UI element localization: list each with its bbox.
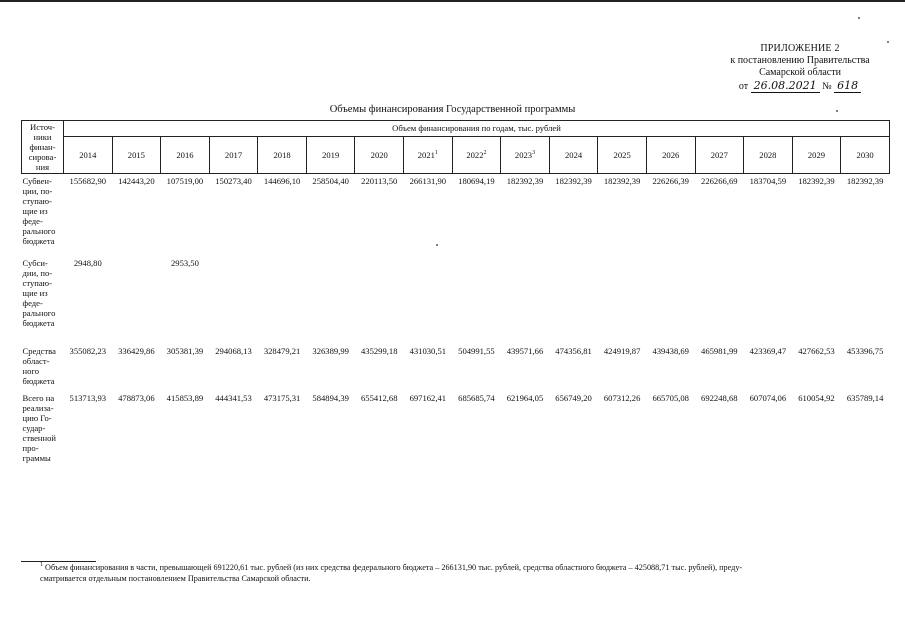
- appendix-title: ПРИЛОЖЕНИЕ 2: [760, 43, 840, 54]
- table-cell: [598, 256, 647, 344]
- table-row: [22, 174, 890, 256]
- table-cell: 220113,50: [361, 176, 398, 186]
- table-cell: 607074,06: [749, 392, 787, 403]
- table-cell: [744, 256, 793, 344]
- table-cell: 415853,89: [166, 392, 204, 403]
- table-cell: 328479,21: [263, 345, 301, 356]
- footnote-marker: 1: [40, 562, 43, 568]
- scan-speck: [836, 110, 838, 112]
- handwritten-number: 618: [834, 79, 861, 93]
- scan-speck: [858, 17, 860, 19]
- table-cell: 504991,55: [458, 345, 495, 356]
- row-source-label: Субвен- ции, по- ступаю- щие из феде- рального бюджета: [22, 176, 56, 246]
- row-source-label: Всего на реализа- цию Го- судар- ственной про- граммы: [22, 392, 56, 463]
- table-cell: 182392,39: [506, 176, 544, 186]
- table-cell: 182392,39: [846, 176, 884, 186]
- table-cell: 142443,20: [118, 176, 155, 186]
- table-cell: 478873,06: [118, 392, 155, 403]
- appendix-line-1: к постановлению Правительства: [730, 55, 870, 66]
- table-cell: [501, 256, 550, 344]
- header-funding-by-year: Объем финансирования по годам, тыс. рублей: [64, 121, 890, 137]
- table-cell: 226266,39: [652, 176, 689, 186]
- header-year-2026: 2026: [646, 136, 695, 173]
- header-year-2025: 2025: [598, 136, 647, 173]
- table-cell: [646, 256, 695, 344]
- header-year-2027: 2027: [695, 136, 744, 173]
- table-cell: 226266,69: [701, 176, 738, 186]
- table-cell: 336429,86: [118, 345, 155, 356]
- table-cell: 685685,74: [458, 392, 495, 403]
- table-cell: 305381,39: [166, 345, 204, 356]
- table-cell: 144696,10: [263, 176, 301, 186]
- table-cell: [355, 256, 404, 344]
- header-year-2028: 2028: [744, 136, 793, 173]
- table-cell: 2953,50: [170, 257, 199, 268]
- table-cell: 182392,39: [555, 176, 592, 186]
- table-cell: 155682,90: [69, 176, 107, 186]
- financing-table: [21, 120, 890, 471]
- header-source: Источ- ники финан- сирова- ния: [22, 121, 64, 174]
- header-year-2017: 2017: [209, 136, 258, 173]
- scan-top-border: [0, 0, 905, 2]
- footnote-text: Объем финансирования в части, превышающей 691220,61 тыс. рублей (из них средства федерального бюджета – 266131,90 тыс. рублей, средства областного бюджета – 425088,71 тыс. рублей), преду- сматривается отдельным постановлением Правительства Самарской области.: [40, 563, 743, 583]
- table-cell: 607312,26: [603, 392, 641, 403]
- table-cell: 513713,93: [69, 392, 107, 403]
- table-cell: 435299,18: [360, 345, 398, 356]
- table-cell: 182392,39: [798, 176, 835, 186]
- header-year-2022: 2022$^2$: [452, 136, 501, 173]
- table-cell: 439571,66: [506, 345, 544, 356]
- table-cell: [209, 256, 258, 344]
- header-year-2014: 2014: [64, 136, 113, 173]
- table-row: [22, 256, 890, 344]
- table-cell: 635789,14: [846, 392, 884, 403]
- table-cell: 665705,08: [652, 392, 689, 403]
- table-cell: [841, 256, 890, 344]
- table-cell: 326389,99: [312, 345, 349, 356]
- table-cell: 610054,92: [798, 392, 835, 403]
- table-cell: 258504,40: [312, 176, 349, 186]
- handwritten-date: 26.08.2021: [751, 79, 820, 93]
- table-cell: [112, 256, 161, 344]
- header-year-2023: 2023$^3$: [501, 136, 550, 173]
- year-footnote-marker: 2: [483, 149, 487, 156]
- row-source-label: Субси- дии, по- ступаю- щие из феде- рального бюджета: [22, 257, 56, 328]
- header-year-2029: 2029: [792, 136, 841, 173]
- table-cell: 697162,41: [409, 392, 447, 403]
- table-cell: [549, 256, 598, 344]
- table-cell: 656749,20: [555, 392, 592, 403]
- table-cell: 584894,39: [312, 392, 349, 403]
- table-cell: 453396,75: [846, 345, 884, 356]
- appendix-date-line: [700, 80, 900, 93]
- table-cell: 621964,05: [506, 392, 544, 403]
- date-prefix: от: [738, 81, 749, 92]
- table-cell: [452, 256, 501, 344]
- header-year-2019: 2019: [306, 136, 355, 173]
- table-row: [22, 344, 890, 391]
- table-cell: 180694,19: [458, 176, 495, 186]
- table-cell: [258, 256, 307, 344]
- table-cell: 150273,40: [215, 176, 252, 186]
- table-cell: 439438,69: [652, 345, 689, 356]
- header-year-2020: 2020: [355, 136, 404, 173]
- table-cell: [404, 256, 453, 344]
- appendix-header: [700, 43, 900, 93]
- table-cell: 465981,99: [701, 345, 738, 356]
- table-cell: [792, 256, 841, 344]
- header-year-2021: 2021$^1$: [404, 136, 453, 173]
- table-cell: 474356,81: [555, 345, 592, 356]
- table-cell: [695, 256, 744, 344]
- table-cell: 655412,68: [360, 392, 398, 403]
- table-cell: 431030,51: [409, 345, 447, 356]
- appendix-line-2: Самарской области: [759, 67, 841, 78]
- header-year-2024: 2024: [549, 136, 598, 173]
- header-year-2016: 2016: [161, 136, 210, 173]
- footnote: [40, 562, 885, 584]
- table-row: [22, 391, 890, 471]
- table-cell: 424919,87: [603, 345, 641, 356]
- table-cell: 107519,00: [166, 176, 204, 186]
- row-source-label: Средства област- ного бюджета: [22, 345, 56, 386]
- table-cell: 473175,31: [263, 392, 301, 403]
- table-cell: 692248,68: [701, 392, 738, 403]
- table-cell: 294068,13: [215, 345, 252, 356]
- table-cell: 427662,53: [798, 345, 835, 356]
- scan-speck: [436, 244, 438, 246]
- year-footnote-marker: 1: [434, 149, 438, 156]
- table-cell: 423369,47: [749, 345, 787, 356]
- table-cell: 183704,59: [749, 176, 787, 186]
- document-title: Объемы финансирования Государственной программы: [329, 104, 576, 115]
- header-year-2018: 2018: [258, 136, 307, 173]
- table-cell: 355082,23: [69, 345, 107, 356]
- header-year-2015: 2015: [112, 136, 161, 173]
- table-cell: 444341,53: [215, 392, 252, 403]
- table-cell: 2948,80: [73, 257, 102, 268]
- year-footnote-marker: 3: [532, 149, 536, 156]
- header-year-2030: 2030: [841, 136, 890, 173]
- table-cell: 182392,39: [603, 176, 641, 186]
- table-cell: [306, 256, 355, 344]
- table-cell: 266131,90: [409, 176, 447, 186]
- scan-speck: [887, 41, 889, 43]
- number-prefix: №: [822, 81, 832, 92]
